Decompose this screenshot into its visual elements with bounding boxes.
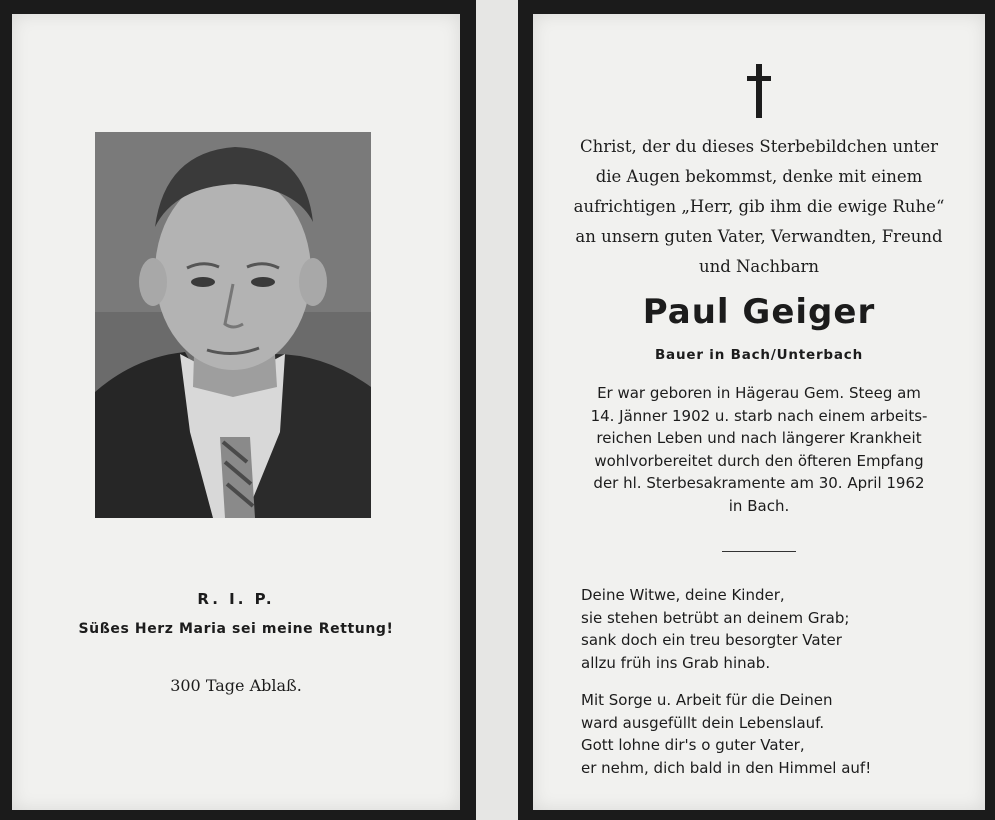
divider [722, 551, 796, 552]
verse-line: sie stehen betrübt an deinem Grab; [581, 608, 850, 627]
prayer-line: und Nachbarn [698, 257, 820, 276]
occupation: Bauer in Bach/Unterbach [654, 347, 864, 363]
indulgence-note: 300 Tage Ablaß. [170, 676, 302, 695]
verse-stanza-2 [581, 689, 871, 779]
bio-line: Er war geboren in Hägerau Gem. Steeg am [597, 384, 921, 402]
verse-line: sank doch ein treu besorgter Vater [581, 631, 842, 649]
verse-stanza-1 [581, 584, 849, 674]
cross-icon [747, 64, 771, 118]
biography [533, 382, 985, 517]
bio-line: in Bach. [728, 496, 790, 515]
prayer-line: Christ, der du dieses Sterbebildchen unter [579, 137, 939, 156]
bio-line: reichen Leben und nach längerer Krankheit [596, 429, 922, 447]
verse-line: Gott lohne dir's o guter Vater, [581, 736, 805, 754]
verse-line: Mit Sorge u. Arbeit für die Deinen [581, 691, 833, 709]
prayer-line: an unsern guten Vater, Verwandten, Freund [575, 227, 943, 246]
card-fold [476, 0, 518, 820]
bio-line: 14. Jänner 1902 u. starb nach einem arbeits- [590, 406, 928, 425]
portrait-photo [95, 132, 371, 518]
prayer-line: die Augen bekommst, denke mit einem [595, 167, 923, 186]
prayer-line: aufrichtigen „Herr, gib ihm die ewige Ruhe“ [573, 197, 945, 216]
bio-line: der hl. Sterbesakramente am 30. April 1962 [593, 474, 925, 492]
verse-line: allzu früh ins Grab hinab. [581, 653, 771, 672]
verse-line: ward ausgefüllt dein Lebenslauf. [581, 713, 825, 732]
right-card [533, 14, 985, 810]
verse-line: er nehm, dich bald in den Himmel auf! [581, 758, 872, 777]
prayer-motto: Süßes Herz Maria sei meine Rettung! [78, 621, 394, 637]
verse-line: Deine Witwe, deine Kinder, [581, 586, 785, 604]
rip-caption: R. I. P. [197, 590, 275, 608]
bio-line: wohlvorbereitet durch den öfteren Empfang [594, 451, 924, 470]
prayer-text [533, 132, 985, 282]
deceased-name: Paul Geiger [642, 292, 876, 332]
left-card [12, 14, 460, 810]
